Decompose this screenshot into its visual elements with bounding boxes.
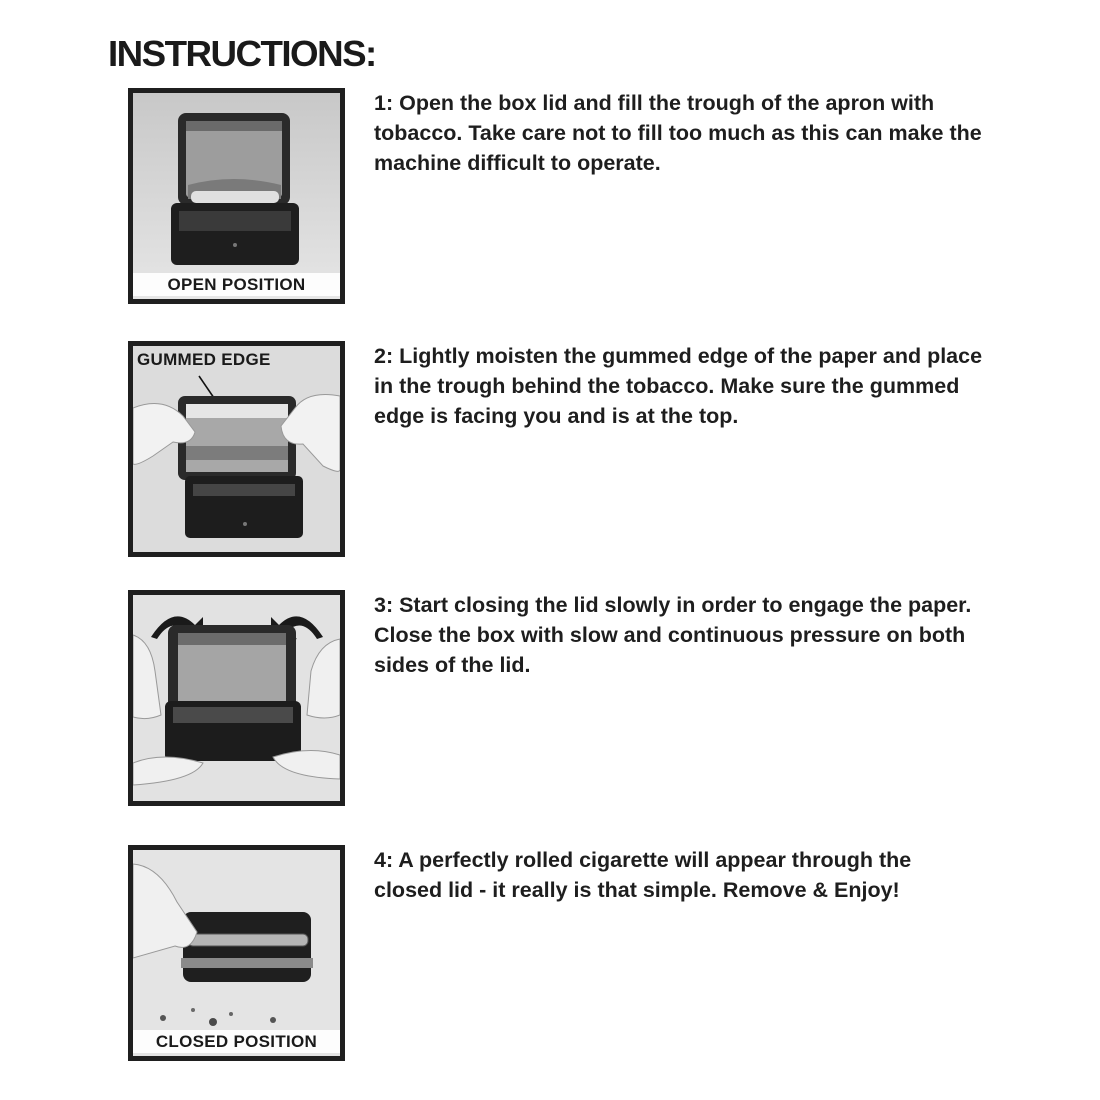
step-2-text: 2: Lightly moisten the gummed edge of the paper and place in the trough behind the tobacco. Make sure the gummed edge is facing you and is at the top. <box>374 344 983 428</box>
step-3-photo-closing-lid <box>128 590 345 806</box>
step-3-text: 3: Start closing the lid slowly in order to engage the paper. Close the box with slow and continuous pressure on both sides of the lid. <box>374 593 972 677</box>
step-2-photo-gummed-edge <box>128 341 345 557</box>
step-1-text: 1: Open the box lid and fill the trough of the apron with tobacco. Take care not to fill too much as this can make the machine difficult to operate. <box>374 91 982 175</box>
step-1-photo-open-box <box>128 88 345 304</box>
photo-caption: CLOSED POSITION <box>133 1030 340 1053</box>
step-4-photo-closed-box <box>128 845 345 1061</box>
closed-box-illustration <box>133 850 340 1056</box>
step-4-text: 4: A perfectly rolled cigarette will appear through the closed lid - it really is that simple. Remove & Enjoy! <box>374 848 912 902</box>
photo-caption: OPEN POSITION <box>133 273 340 296</box>
page-title: INSTRUCTIONS: <box>108 33 376 74</box>
hands-holding-box-illustration <box>133 346 340 552</box>
open-box-illustration <box>133 93 340 299</box>
photo-caption: GUMMED EDGE <box>137 350 271 369</box>
closing-lid-illustration <box>133 595 340 801</box>
